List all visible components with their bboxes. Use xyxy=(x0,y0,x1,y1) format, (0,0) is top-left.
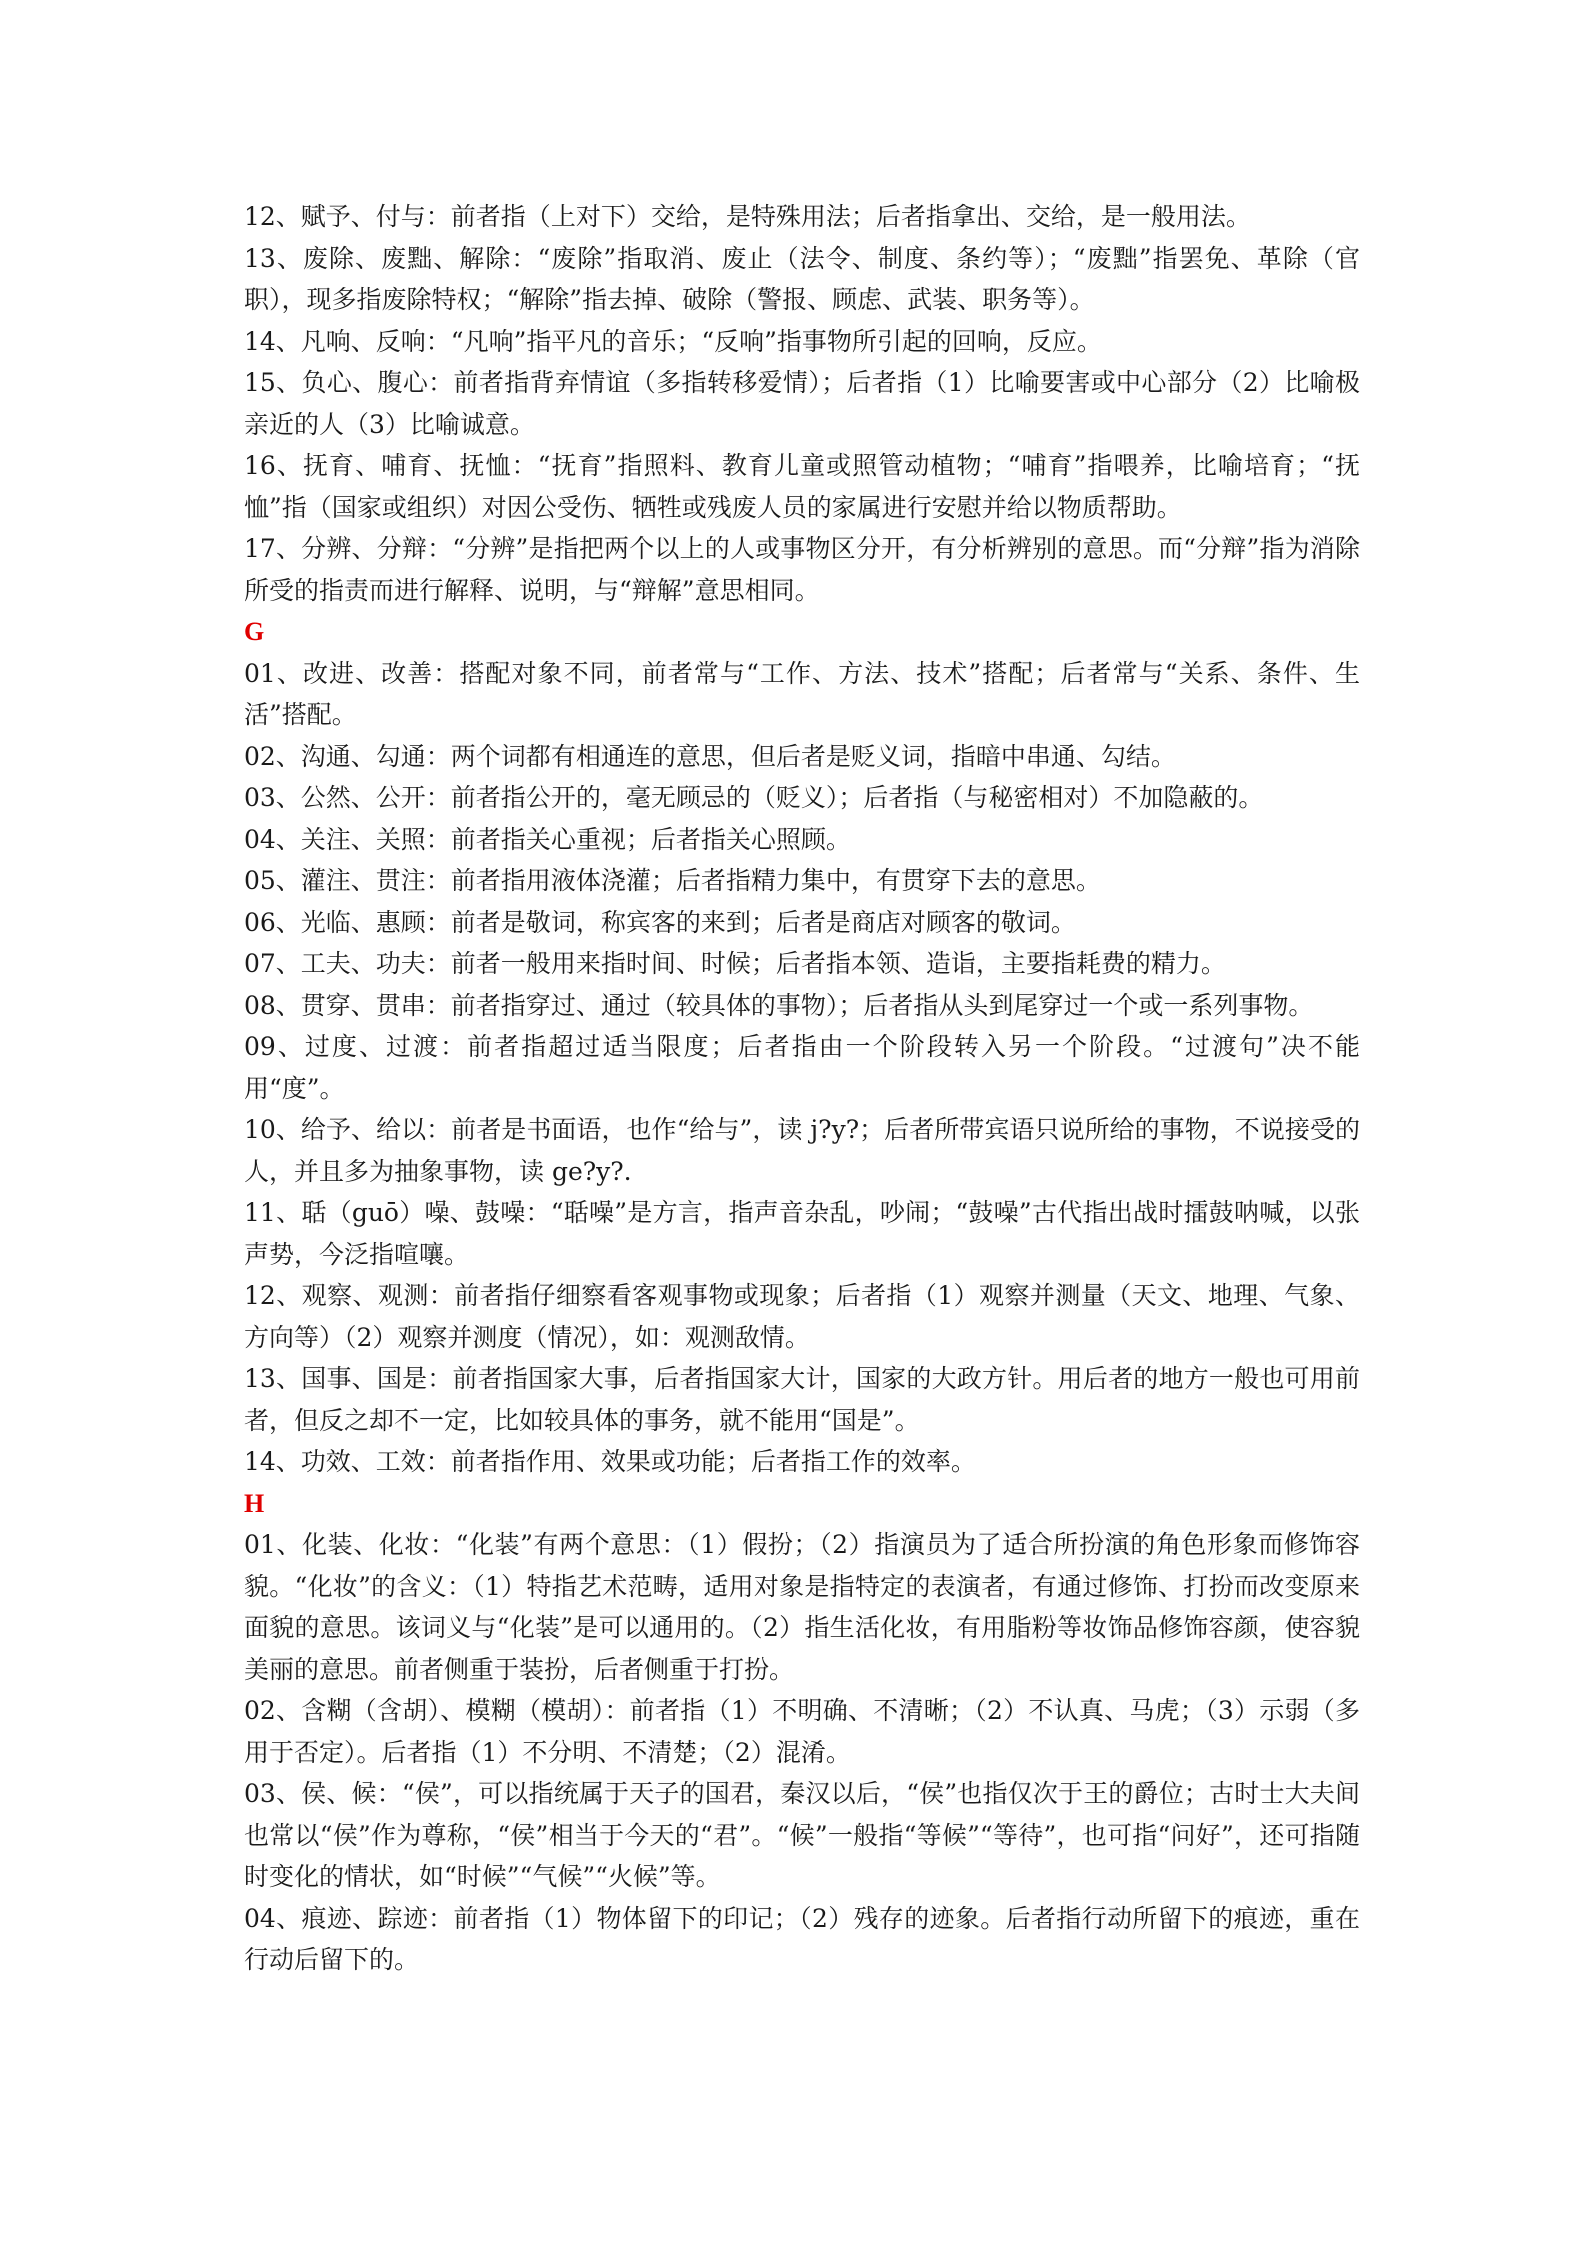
entry: 08、贯穿、贯串：前者指穿过、通过（较具体的事物）；后者指从头到尾穿过一个或一系列事物。 xyxy=(244,990,1314,1020)
entry: 02、含糊（含胡）、模糊（模胡）：前者指（1）不明确、不清晰；（2）不认真、马虎；（3）示弱（多用于否定）。后者指（1）不分明、不清楚；（2）混淆。 xyxy=(244,1696,1360,1767)
section-heading-g: G xyxy=(244,617,265,646)
entry: 10、给予、给以：前者是书面语，也作“给与”，读 j?y?；后者所带宾语只说所给的事物，不说接受的人，并且多为抽象事物，读 ge?y?. xyxy=(244,1115,1360,1186)
entry: 16、抚育、哺育、抚恤：“抚育”指照料、教育儿童或照管动植物；“哺育”指喂养，比喻培育；“抚恤”指（国家或组织）对因公受伤、牺牲或残废人员的家属进行安慰并给以物质帮助。 xyxy=(244,451,1360,522)
entry: 07、工夫、功夫：前者一般用来指时间、时候；后者指本领、造诣，主要指耗费的精力。 xyxy=(244,949,1226,978)
entry: 04、关注、关照：前者指关心重视；后者指关心照顾。 xyxy=(244,824,851,854)
entry: 13、国事、国是：前者指国家大事，后者指国家大计，国家的大政方针。用后者的地方一般也可用前者，但反之却不一定，比如较具体的事务，就不能用“国是”。 xyxy=(244,1364,1360,1435)
section-g xyxy=(244,611,1360,1483)
section-f-continued xyxy=(244,196,1360,611)
document-page xyxy=(244,196,1360,1981)
entry: 14、功效、工效：前者指作用、效果或功能；后者指工作的效率。 xyxy=(244,1447,976,1476)
section-h xyxy=(244,1483,1360,1981)
entry: 02、沟通、勾通：两个词都有相通连的意思，但后者是贬义词，指暗中串通、勾结。 xyxy=(244,741,1176,771)
entry: 01、改进、改善：搭配对象不同，前者常与“工作、方法、技术”搭配；后者常与“关系、条件、生活”搭配。 xyxy=(244,658,1360,729)
entry: 12、观察、观测：前者指仔细察看客观事物或现象；后者指（1）观察并测量（天文、地理、气象、方向等）（2）观察并测度（情况），如：观测敌情。 xyxy=(244,1281,1360,1352)
entry: 03、公然、公开：前者指公开的，毫无顾忌的（贬义）；后者指（与秘密相对）不加隐蔽的。 xyxy=(244,783,1264,812)
entry: 04、痕迹、踪迹：前者指（1）物体留下的印记；（2）残存的迹象。后者指行动所留下的痕迹，重在行动后留下的。 xyxy=(244,1903,1360,1974)
section-heading-h: H xyxy=(244,1488,265,1518)
entry: 05、灌注、贯注：前者指用液体浇灌；后者指精力集中，有贯穿下去的意思。 xyxy=(244,866,1101,895)
entry: 03、侯、候：“侯”，可以指统属于天子的国君，秦汉以后，“侯”也指仅次于王的爵位；古时士大夫间也常以“侯”作为尊称，“侯”相当于今天的“君”。“候”一般指“等候”“等待”，也可指“问好”，还可指随时变化的情状，如“时候”“气候”“火候”等。 xyxy=(244,1779,1360,1891)
entry: 13、废除、废黜、解除：“废除”指取消、废止（法令、制度、条约等）；“废黜”指罢免、革除（官职），现多指废除特权；“解除”指去掉、破除（警报、顾虑、武装、职务等）。 xyxy=(244,243,1360,314)
entry: 06、光临、惠顾：前者是敬词，称宾客的来到；后者是商店对顾客的敬词。 xyxy=(244,907,1076,937)
entry: 14、凡响、反响：“凡响”指平凡的音乐；“反响”指事物所引起的回响，反应。 xyxy=(244,326,1102,356)
entry: 01、化装、化妆：“化装”有两个意思：（1）假扮；（2）指演员为了适合所扮演的角色形象而修饰容貌。“化妆”的含义：（1）特指艺术范畴，适用对象是指特定的表演者，有通过修饰、打扮而改变原来面貌的意思。该词义与“化装”是可以通用的。（2）指生活化妆，有用脂粉等妆饰品修饰容颜，使容貌美丽的意思。前者侧重于装扮，后者侧重于打扮。 xyxy=(244,1530,1360,1684)
entry: 17、分辨、分辩：“分辨”是指把两个以上的人或事物区分开，有分析辨别的意思。而“分辩”指为消除所受的指责而进行解释、说明，与“辩解”意思相同。 xyxy=(244,534,1360,605)
entry: 12、赋予、付与：前者指（上对下）交给，是特殊用法；后者指拿出、交给，是一般用法。 xyxy=(244,202,1251,231)
entry: 11、聒（guō）噪、鼓噪：“聒噪”是方言，指声音杂乱，吵闹；“鼓噪”古代指出战时擂鼓呐喊，以张声势，今泛指喧嚷。 xyxy=(244,1198,1360,1269)
entry: 15、负心、腹心：前者指背弃情谊（多指转移爱情）；后者指（1）比喻要害或中心部分（2）比喻极亲近的人（3）比喻诚意。 xyxy=(244,368,1360,439)
entry: 09、过度、过渡：前者指超过适当限度；后者指由一个阶段转入另一个阶段。“过渡句”决不能用“度”。 xyxy=(244,1032,1360,1103)
